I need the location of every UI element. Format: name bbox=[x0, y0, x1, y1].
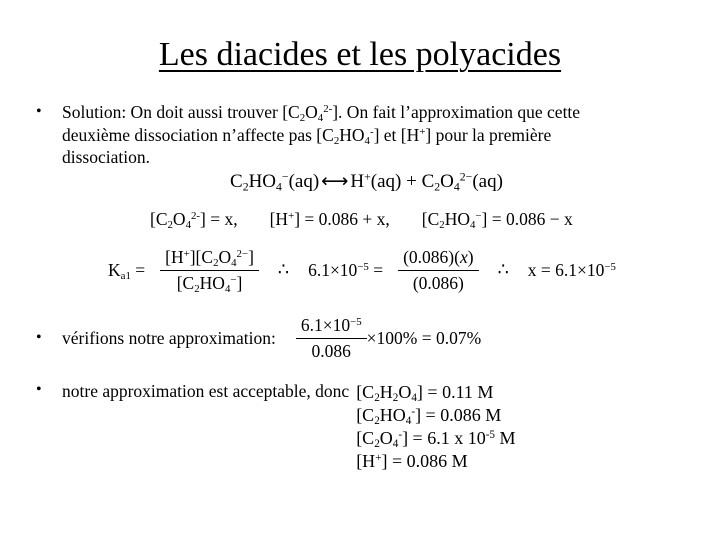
equation-ka1 bbox=[108, 243, 616, 297]
ka1-x-result: $x = 6.1\times 10^{-5}$ bbox=[527, 259, 616, 280]
ka1-numeric-denominator: (0.086) bbox=[412, 272, 464, 293]
assignment-oxalate: $[C_2O_4^{2-}] = x$, bbox=[150, 209, 238, 232]
bullet1-line1: Solution: On doit aussi trouver $[C_2O_4^{2-}]$. On fait l’approximation que cette bbox=[62, 102, 581, 125]
result-oxalate: $[C_2O_4^-] = 6.1$ x $10^{-5}$ M bbox=[356, 428, 516, 451]
bullet-marker: • bbox=[36, 329, 42, 346]
ka1-lhs: $K_{a1}$ = bbox=[108, 259, 146, 282]
bullet-item-verification bbox=[36, 312, 481, 364]
bullet1-line3: dissociation. bbox=[62, 147, 150, 167]
bullet-marker: • bbox=[36, 103, 42, 120]
result-hplus: [H+] = 0.086 M bbox=[356, 451, 468, 471]
final-concentrations bbox=[356, 381, 515, 473]
equation-dissociation-right: $H^+(aq) + C_2O_4^{2-}(aq)$ bbox=[350, 170, 503, 194]
equation-assignments bbox=[150, 209, 573, 230]
bullet1-line2: deuxième dissociation n’affecte pas $[C_2HO_4^-]$ et [H+] pour la première bbox=[62, 124, 552, 147]
therefore-symbol: ∴ bbox=[497, 260, 509, 280]
therefore-symbol: ∴ bbox=[277, 260, 290, 280]
verification-numerator: $6.1\times 10^{-5}$ bbox=[296, 315, 367, 339]
assignment-hydrogenoxalate: $[C_2HO_4^-] = 0.086 - x$ bbox=[421, 209, 573, 232]
bullet-item-conclusion bbox=[36, 381, 516, 473]
equation-dissociation-left: $C_2HO_4^-(aq)$ bbox=[230, 170, 320, 194]
bullet1-text bbox=[62, 101, 580, 169]
equation-dissociation bbox=[230, 170, 503, 193]
ka1-numeric-fraction bbox=[398, 247, 478, 294]
ka1-fraction bbox=[160, 247, 259, 294]
ka1-numeric-lhs: $6.1\times 10^{-5}$ = bbox=[308, 259, 384, 280]
bullet-item-solution bbox=[36, 101, 580, 169]
verification-equation bbox=[296, 315, 481, 362]
verification-result: ×100% = 0.07% bbox=[366, 327, 482, 348]
result-hydrogenoxalate: $[C_2HO_4^-] = 0.086$ M bbox=[356, 405, 502, 428]
ka1-fraction-denominator: $[C_2HO_4^-]$ bbox=[176, 272, 243, 295]
bullet2-label: vérifions notre approximation: bbox=[62, 327, 276, 348]
bullet-marker: • bbox=[36, 381, 42, 398]
verification-denominator: 0.086 bbox=[311, 340, 351, 361]
assignment-hplus: [H+] = 0.086 + x, bbox=[269, 209, 390, 229]
verification-fraction bbox=[296, 315, 367, 362]
ka1-numeric-numerator: (0.086)(x) bbox=[398, 247, 478, 271]
bullet3-label: notre approximation est acceptable, donc bbox=[62, 381, 350, 401]
result-oxalic-acid: $[C_2H_2O_4] = 0.11$ M bbox=[356, 382, 494, 405]
ka1-fraction-numerator: $[H^+][C_2O_4^{2-}]$ bbox=[160, 247, 259, 271]
equilibrium-arrow-icon: ⟷ bbox=[321, 170, 349, 192]
slide-title: Les diacides et les polyacides bbox=[158, 36, 562, 73]
